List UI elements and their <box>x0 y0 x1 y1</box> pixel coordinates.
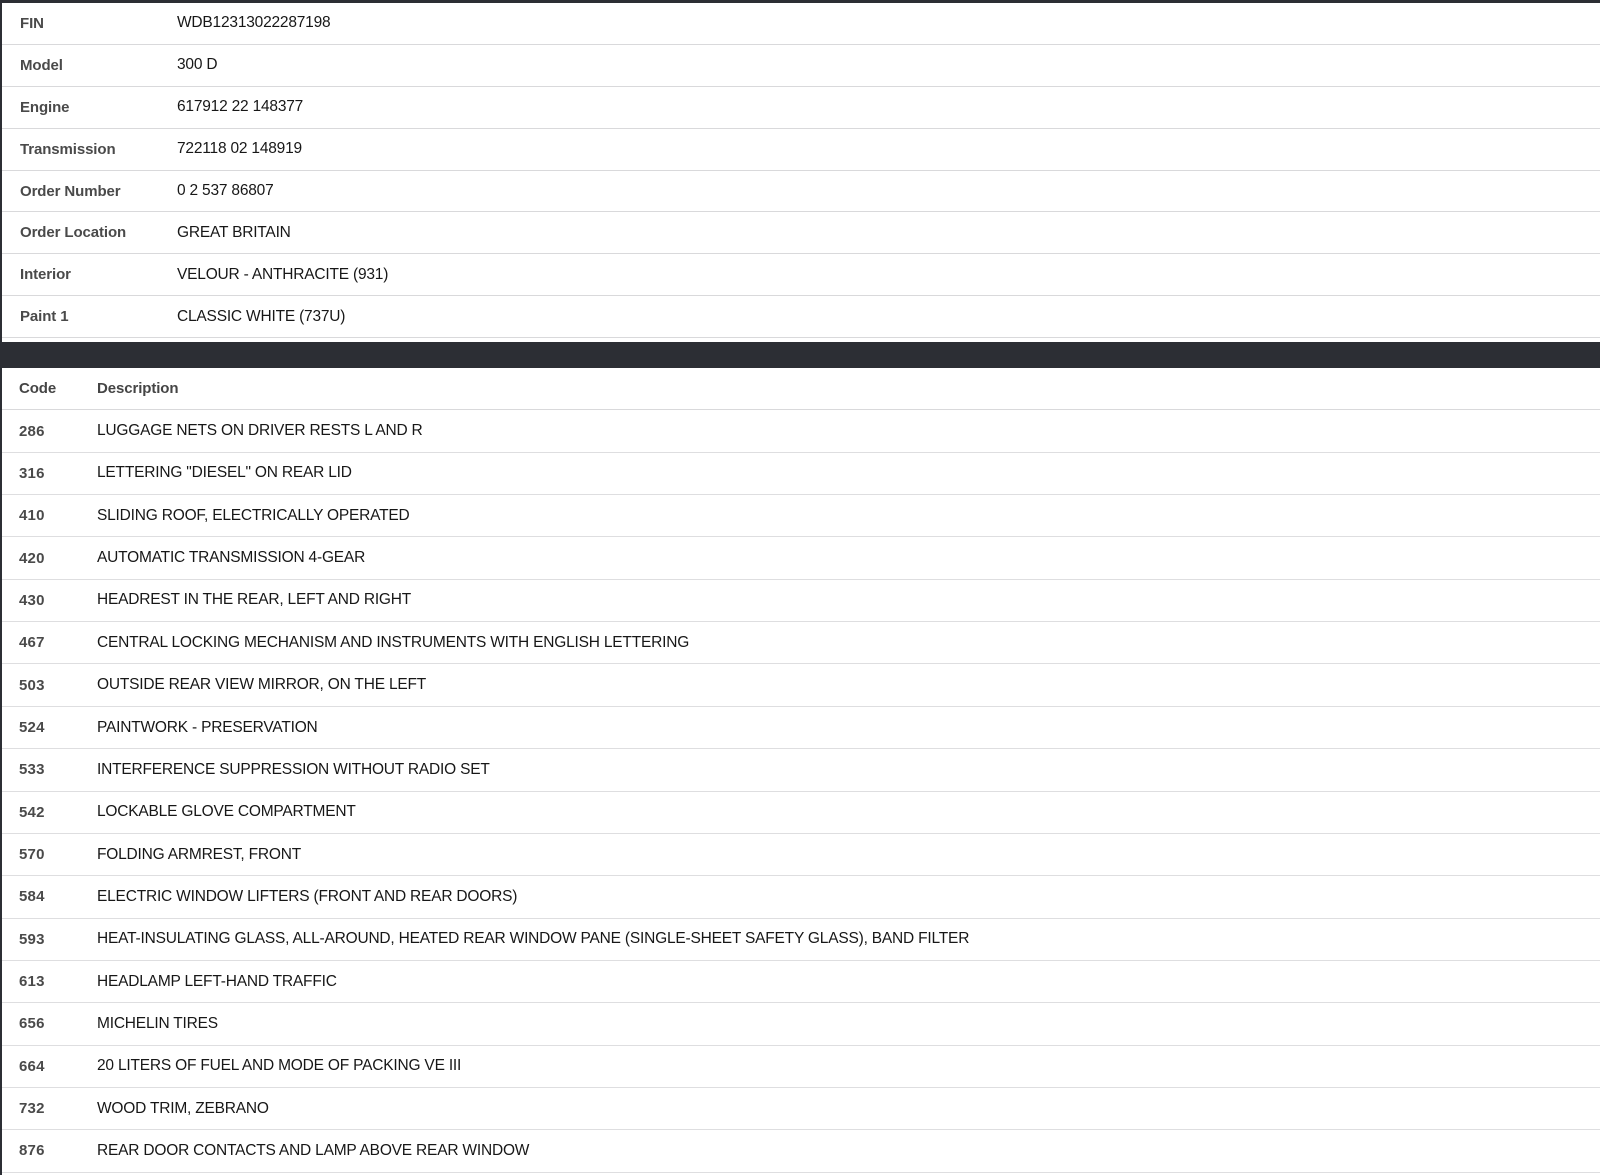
option-description: MICHELIN TIRES <box>97 1014 218 1032</box>
vehicle-info-row-order-location <box>2 212 1600 254</box>
option-row <box>2 1046 1600 1088</box>
field-label: Order Location <box>20 224 127 242</box>
option-row <box>2 580 1600 622</box>
vehicle-info-row-model <box>2 45 1600 87</box>
option-code: 656 <box>19 1015 45 1033</box>
options-table <box>2 368 1600 1172</box>
option-description: LOCKABLE GLOVE COMPARTMENT <box>97 803 356 821</box>
field-label: Order Number <box>20 182 121 200</box>
option-description: LUGGAGE NETS ON DRIVER RESTS L AND R <box>97 422 423 440</box>
option-description: CENTRAL LOCKING MECHANISM AND INSTRUMENTS WITH ENGLISH LETTERING <box>97 633 690 651</box>
vehicle-info-table <box>2 3 1600 338</box>
field-value: WDB12313022287198 <box>177 14 331 32</box>
field-label: FIN <box>20 14 44 32</box>
option-row <box>2 622 1600 664</box>
option-code: 732 <box>19 1100 45 1118</box>
field-value: 722118 02 148919 <box>177 140 302 158</box>
option-code: 664 <box>19 1057 45 1075</box>
vehicle-info-row-interior <box>2 254 1600 296</box>
option-row <box>2 1003 1600 1045</box>
option-description: FOLDING ARMREST, FRONT <box>97 845 302 863</box>
vehicle-info-row-fin <box>2 3 1600 45</box>
option-code: 503 <box>19 676 45 694</box>
code-column-header: Code <box>19 380 57 398</box>
option-description: LETTERING "DIESEL" ON REAR LID <box>97 464 352 482</box>
field-label: Interior <box>20 266 71 284</box>
field-label: Transmission <box>20 140 116 158</box>
option-row <box>2 410 1600 452</box>
option-description: HEADREST IN THE REAR, LEFT AND RIGHT <box>97 591 412 609</box>
option-description: AUTOMATIC TRANSMISSION 4-GEAR <box>97 549 366 567</box>
option-row <box>2 537 1600 579</box>
option-code: 876 <box>19 1142 45 1160</box>
option-code: 410 <box>19 507 45 525</box>
option-description: REAR DOOR CONTACTS AND LAMP ABOVE REAR WINDOW <box>97 1141 530 1159</box>
option-description: SLIDING ROOF, ELECTRICALLY OPERATED <box>97 506 410 524</box>
vehicle-info-row-transmission <box>2 129 1600 171</box>
option-description: ELECTRIC WINDOW LIFTERS (FRONT AND REAR DOORS) <box>97 887 518 905</box>
option-row <box>2 876 1600 918</box>
option-row <box>2 1130 1600 1172</box>
field-value: VELOUR - ANTHRACITE (931) <box>177 265 389 283</box>
option-row <box>2 749 1600 791</box>
option-code: 430 <box>19 591 45 609</box>
option-row <box>2 1088 1600 1130</box>
section-separator-bar <box>2 342 1600 368</box>
option-description: PAINTWORK - PRESERVATION <box>97 718 318 736</box>
option-code: 316 <box>19 464 45 482</box>
vehicle-info-row-engine <box>2 87 1600 129</box>
field-value: 0 2 537 86807 <box>177 182 274 199</box>
field-label: Model <box>20 56 63 74</box>
option-code: 613 <box>19 973 45 991</box>
field-value: 617912 22 148377 <box>177 98 304 116</box>
description-column-header: Description <box>97 380 179 398</box>
option-description: OUTSIDE REAR VIEW MIRROR, ON THE LEFT <box>97 676 427 694</box>
vehicle-info-row-order-number <box>2 171 1600 213</box>
option-code: 467 <box>19 634 45 652</box>
field-value: 300 D <box>177 56 218 74</box>
option-description: HEAT-INSULATING GLASS, ALL-AROUND, HEATED REAR WINDOW PANE (SINGLE-SHEET SAFETY GLASS), BAND FILTER <box>97 930 970 948</box>
option-description: HEADLAMP LEFT-HAND TRAFFIC <box>97 972 337 990</box>
option-row <box>2 495 1600 537</box>
option-code: 524 <box>19 719 45 736</box>
option-row <box>2 664 1600 706</box>
option-code: 286 <box>19 422 45 440</box>
option-row <box>2 792 1600 834</box>
option-code: 570 <box>19 846 45 864</box>
option-row <box>2 707 1600 749</box>
field-value: CLASSIC WHITE (737U) <box>177 307 346 325</box>
vehicle-info-row-paint <box>2 296 1600 338</box>
option-description: INTERFERENCE SUPPRESSION WITHOUT RADIO SET <box>97 760 490 778</box>
option-description: WOOD TRIM, ZEBRANO <box>97 1099 269 1117</box>
option-code: 584 <box>19 888 45 906</box>
option-row <box>2 453 1600 495</box>
option-code: 593 <box>19 930 45 948</box>
field-value: GREAT BRITAIN <box>177 223 291 241</box>
option-code: 420 <box>19 549 45 567</box>
field-label: Engine <box>20 98 70 116</box>
field-label: Paint 1 <box>20 308 69 326</box>
option-row <box>2 961 1600 1003</box>
option-description: 20 LITERS OF FUEL AND MODE OF PACKING VE III <box>97 1057 462 1075</box>
options-header-row <box>2 368 1600 410</box>
option-code: 533 <box>19 761 45 779</box>
option-row <box>2 919 1600 961</box>
option-code: 542 <box>19 803 45 821</box>
option-row <box>2 834 1600 876</box>
